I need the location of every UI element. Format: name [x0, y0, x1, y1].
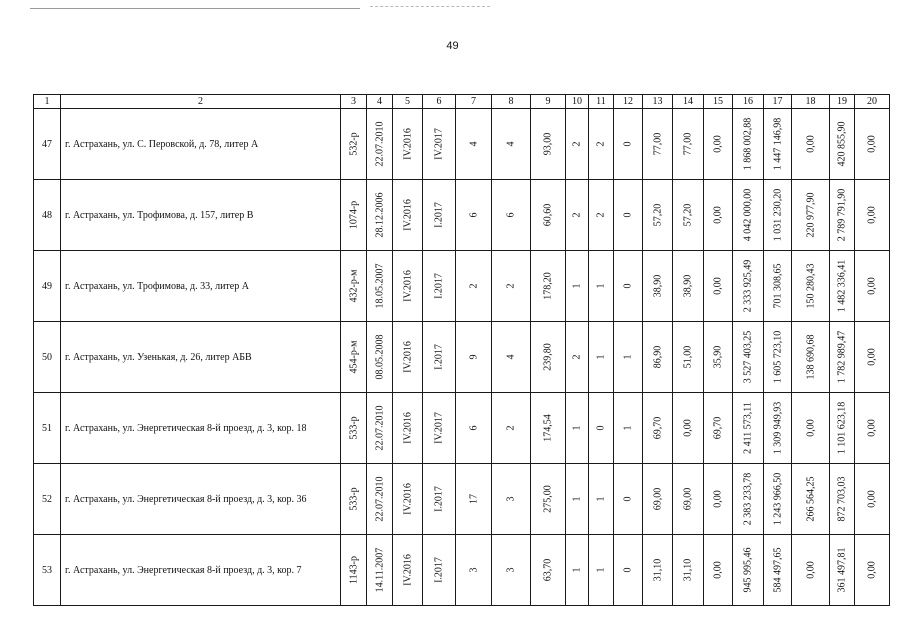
- value-cell: [589, 109, 614, 180]
- value-cell: [764, 109, 792, 180]
- rotated-value-text: 0,00: [866, 135, 878, 153]
- rotated-value-text: 28.12.2006: [374, 192, 385, 238]
- value-cell: [566, 535, 589, 606]
- table-row: [34, 251, 890, 322]
- rotated-value-text: 2 383 233,78: [742, 472, 754, 526]
- value-cell: [531, 322, 566, 393]
- value-cell: [673, 535, 704, 606]
- table-row: [34, 535, 890, 606]
- rotated-value-text: 1: [595, 354, 607, 360]
- value-cell: [855, 251, 890, 322]
- rotated-value-text: 1 031 230,20: [772, 188, 783, 242]
- rotated-value-text: 0,00: [805, 419, 816, 437]
- address-cell: г. Астрахань, ул. Энергетическая 8-й проезд, д. 3, кор. 36: [61, 464, 341, 535]
- value-cell: [830, 322, 855, 393]
- value-cell: [566, 393, 589, 464]
- rotated-value-text: 532-р: [348, 132, 359, 156]
- value-cell: [589, 535, 614, 606]
- rotated-value-text: 0,00: [866, 206, 878, 224]
- rotated-value-text: 3: [505, 567, 517, 573]
- rotated-value-text: 6: [468, 425, 479, 431]
- value-cell: [643, 535, 673, 606]
- value-cell: [673, 251, 704, 322]
- value-cell: [764, 464, 792, 535]
- rotated-value-text: 14.11.2007: [374, 547, 385, 593]
- value-cell: [614, 393, 643, 464]
- value-cell: [566, 109, 589, 180]
- table-row: [34, 180, 890, 251]
- value-cell: [492, 322, 531, 393]
- row-number-cell: 53: [34, 535, 61, 606]
- rotated-value-text: IV.2016: [402, 412, 413, 444]
- value-cell: [704, 251, 733, 322]
- rotated-value-text: 1: [622, 425, 634, 431]
- value-cell: [643, 251, 673, 322]
- rotated-value-text: 0,00: [805, 561, 816, 579]
- value-cell: [589, 251, 614, 322]
- value-cell: [643, 393, 673, 464]
- value-cell: [792, 251, 830, 322]
- value-cell: [830, 251, 855, 322]
- page-number: 49: [446, 40, 459, 52]
- rotated-value-text: 1 101 623,18: [836, 401, 848, 455]
- column-number-cell: 15: [704, 95, 733, 109]
- rotated-value-text: 1 482 336,41: [836, 259, 848, 313]
- rotated-value-text: 1: [571, 496, 583, 502]
- rotated-value-text: 31,10: [652, 558, 663, 582]
- address-cell: г. Астрахань, ул. Трофимова, д. 157, литер В: [61, 180, 341, 251]
- rotated-value-text: 945 995,46: [742, 547, 754, 593]
- rotated-value-text: 1 605 723,10: [772, 330, 783, 384]
- value-cell: [704, 180, 733, 251]
- rotated-value-text: 69,70: [652, 416, 663, 440]
- column-number-cell: 6: [423, 95, 456, 109]
- rotated-value-text: 1: [571, 425, 583, 431]
- rotated-value-text: 533-р: [348, 416, 359, 440]
- rotated-value-text: 2: [571, 212, 583, 218]
- rotated-value-text: 4: [505, 141, 517, 147]
- value-cell: [614, 109, 643, 180]
- value-cell: [423, 109, 456, 180]
- value-cell: [367, 464, 393, 535]
- value-cell: [393, 180, 423, 251]
- row-number-cell: 50: [34, 322, 61, 393]
- value-cell: [456, 180, 492, 251]
- value-cell: [393, 109, 423, 180]
- rotated-value-text: 0: [622, 496, 634, 502]
- rotated-value-text: 1: [595, 496, 607, 502]
- rotated-value-text: 150 280,43: [805, 263, 816, 309]
- rotated-value-text: 0,00: [866, 348, 878, 366]
- rotated-value-text: 0: [622, 567, 634, 573]
- value-cell: [423, 535, 456, 606]
- value-cell: [566, 251, 589, 322]
- value-cell: [589, 322, 614, 393]
- rotated-value-text: 22.07.2010: [374, 405, 385, 451]
- rotated-value-text: 0,00: [712, 490, 724, 508]
- rotated-value-text: 1 868 002,88: [742, 117, 754, 171]
- rotated-value-text: 1: [571, 283, 583, 289]
- rotated-value-text: IV.2016: [402, 554, 413, 586]
- rotated-value-text: IV.2016: [402, 128, 413, 160]
- value-cell: [643, 322, 673, 393]
- rotated-value-text: IV.2016: [402, 199, 413, 231]
- rotated-value-text: 1: [595, 283, 607, 289]
- rotated-value-text: 4: [468, 141, 479, 147]
- rotated-value-text: 31,10: [682, 558, 694, 582]
- rotated-value-text: 0,00: [866, 277, 878, 295]
- rotated-value-text: IV.2017: [433, 412, 445, 444]
- value-cell: [492, 251, 531, 322]
- rotated-value-text: 17: [468, 494, 479, 504]
- column-number-cell: 5: [393, 95, 423, 109]
- rotated-value-text: 1: [571, 567, 583, 573]
- value-cell: [614, 535, 643, 606]
- value-cell: [855, 180, 890, 251]
- rotated-value-text: 08.05.2008: [374, 334, 385, 380]
- rotated-value-text: IV.2016: [402, 341, 413, 373]
- rotated-value-text: I.2017: [433, 557, 445, 583]
- rotated-value-text: 60,60: [542, 203, 554, 227]
- rotated-value-text: 1 243 966,50: [772, 472, 783, 526]
- rotated-value-text: 22.07.2010: [374, 121, 385, 167]
- rotated-value-text: I.2017: [433, 273, 445, 299]
- rotated-value-text: 0,00: [805, 135, 816, 153]
- value-cell: [341, 109, 367, 180]
- value-cell: [830, 535, 855, 606]
- rotated-value-text: 1: [622, 354, 634, 360]
- row-number-cell: 47: [34, 109, 61, 180]
- value-cell: [566, 464, 589, 535]
- rotated-value-text: 86,90: [652, 345, 663, 369]
- table-row: [34, 393, 890, 464]
- value-cell: [589, 393, 614, 464]
- value-cell: [341, 464, 367, 535]
- value-cell: [855, 393, 890, 464]
- rotated-value-text: I.2017: [433, 344, 445, 370]
- value-cell: [614, 322, 643, 393]
- rotated-value-text: 0: [622, 212, 634, 218]
- rotated-value-text: 1 309 949,93: [772, 401, 783, 455]
- rotated-value-text: 35,90: [712, 345, 724, 369]
- value-cell: [830, 109, 855, 180]
- rotated-value-text: 2 411 573,11: [742, 402, 754, 454]
- value-cell: [764, 180, 792, 251]
- rotated-value-text: 1074-р: [348, 200, 359, 230]
- value-cell: [341, 535, 367, 606]
- value-cell: [614, 180, 643, 251]
- rotated-value-text: 2: [571, 354, 583, 360]
- rotated-value-text: 3: [505, 496, 517, 502]
- column-number-cell: 17: [764, 95, 792, 109]
- rotated-value-text: 0,00: [866, 561, 878, 579]
- value-cell: [393, 393, 423, 464]
- rotated-value-text: I.2017: [433, 202, 445, 228]
- rotated-value-text: 57,20: [652, 203, 663, 227]
- column-number-cell: 9: [531, 95, 566, 109]
- value-cell: [456, 322, 492, 393]
- rotated-value-text: 178,20: [542, 272, 554, 300]
- value-cell: [589, 180, 614, 251]
- row-number-cell: 49: [34, 251, 61, 322]
- rotated-value-text: 0,00: [866, 419, 878, 437]
- value-cell: [733, 251, 764, 322]
- rotated-value-text: 77,00: [652, 132, 663, 156]
- rotated-value-text: 275,00: [542, 485, 554, 513]
- value-cell: [704, 109, 733, 180]
- value-cell: [456, 535, 492, 606]
- address-cell: г. Астрахань, ул. Трофимова, д. 33, литер А: [61, 251, 341, 322]
- column-number-cell: 1: [34, 95, 61, 109]
- rotated-value-text: 2 333 925,49: [742, 259, 754, 313]
- column-number-row: [34, 95, 890, 109]
- rotated-value-text: 0: [622, 141, 634, 147]
- value-cell: [673, 464, 704, 535]
- value-cell: [367, 109, 393, 180]
- rotated-value-text: 138 690,68: [805, 334, 816, 380]
- rotated-value-text: 63,70: [542, 558, 554, 582]
- value-cell: [792, 535, 830, 606]
- row-number-cell: 52: [34, 464, 61, 535]
- value-cell: [341, 393, 367, 464]
- rotated-value-text: 22.07.2010: [374, 476, 385, 522]
- rotated-value-text: 0: [622, 283, 634, 289]
- rotated-value-text: 266 564,25: [805, 476, 816, 522]
- rotated-value-text: 69,00: [682, 487, 694, 511]
- value-cell: [792, 322, 830, 393]
- rotated-value-text: 6: [468, 212, 479, 218]
- rotated-value-text: 0,00: [712, 277, 724, 295]
- rotated-value-text: 239,80: [542, 343, 554, 371]
- value-cell: [367, 322, 393, 393]
- value-cell: [704, 322, 733, 393]
- value-cell: [792, 180, 830, 251]
- column-number-cell: 4: [367, 95, 393, 109]
- column-number-cell: 2: [61, 95, 341, 109]
- value-cell: [456, 393, 492, 464]
- value-cell: [643, 180, 673, 251]
- address-cell: г. Астрахань, ул. Энергетическая 8-й проезд, д. 3, кор. 7: [61, 535, 341, 606]
- value-cell: [492, 393, 531, 464]
- rotated-value-text: 1 447 146,98: [772, 117, 783, 171]
- column-number-cell: 8: [492, 95, 531, 109]
- row-number-cell: 48: [34, 180, 61, 251]
- address-cell: г. Астрахань, ул. Энергетическая 8-й проезд, д. 3, кор. 18: [61, 393, 341, 464]
- column-number-cell: 10: [566, 95, 589, 109]
- column-number-cell: 12: [614, 95, 643, 109]
- value-cell: [733, 109, 764, 180]
- value-cell: [643, 109, 673, 180]
- value-cell: [792, 464, 830, 535]
- rotated-value-text: 93,00: [542, 132, 554, 156]
- value-cell: [393, 251, 423, 322]
- value-cell: [733, 535, 764, 606]
- value-cell: [341, 251, 367, 322]
- value-cell: [531, 109, 566, 180]
- rotated-value-text: 0,00: [682, 419, 694, 437]
- value-cell: [566, 322, 589, 393]
- scan-artifact-line: [30, 8, 360, 9]
- rotated-value-text: 432-р-м: [348, 269, 359, 303]
- rotated-value-text: 38,90: [682, 274, 694, 298]
- column-number-cell: 11: [589, 95, 614, 109]
- value-cell: [673, 322, 704, 393]
- value-cell: [423, 464, 456, 535]
- value-cell: [456, 109, 492, 180]
- value-cell: [764, 251, 792, 322]
- rotated-value-text: 2: [595, 212, 607, 218]
- column-number-cell: 16: [733, 95, 764, 109]
- value-cell: [673, 393, 704, 464]
- rotated-value-text: 77,00: [682, 132, 694, 156]
- value-cell: [341, 322, 367, 393]
- rotated-value-text: 0,00: [712, 135, 724, 153]
- rotated-value-text: 6: [505, 212, 517, 218]
- value-cell: [531, 180, 566, 251]
- table-row: [34, 464, 890, 535]
- rotated-value-text: 0,00: [712, 206, 724, 224]
- value-cell: [733, 180, 764, 251]
- address-cell: г. Астрахань, ул. С. Перовской, д. 78, литер А: [61, 109, 341, 180]
- column-number-cell: 13: [643, 95, 673, 109]
- rotated-value-text: 3: [468, 567, 479, 573]
- value-cell: [764, 393, 792, 464]
- value-cell: [492, 535, 531, 606]
- value-cell: [393, 535, 423, 606]
- value-cell: [531, 393, 566, 464]
- rotated-value-text: 533-р: [348, 487, 359, 511]
- value-cell: [393, 464, 423, 535]
- rotated-value-text: IV.2017: [433, 128, 445, 160]
- value-cell: [492, 464, 531, 535]
- value-cell: [456, 251, 492, 322]
- rotated-value-text: 2: [595, 141, 607, 147]
- value-cell: [733, 464, 764, 535]
- value-cell: [792, 393, 830, 464]
- housing-register-table: [33, 94, 890, 606]
- value-cell: [830, 393, 855, 464]
- rotated-value-text: 38,90: [652, 274, 663, 298]
- table-row: [34, 322, 890, 393]
- rotated-value-text: 4 042 000,00: [742, 188, 754, 242]
- value-cell: [704, 464, 733, 535]
- value-cell: [492, 109, 531, 180]
- rotated-value-text: 174,54: [542, 414, 554, 442]
- value-cell: [643, 464, 673, 535]
- rotated-value-text: 9: [468, 354, 479, 360]
- rotated-value-text: 69,70: [712, 416, 724, 440]
- rotated-value-text: 584 497,65: [772, 547, 783, 593]
- rotated-value-text: 361 497,81: [836, 547, 848, 593]
- rotated-value-text: 0: [595, 425, 607, 431]
- column-number-cell: 19: [830, 95, 855, 109]
- value-cell: [855, 535, 890, 606]
- rotated-value-text: 18.05.2007: [374, 263, 385, 309]
- rotated-value-text: 0,00: [866, 490, 878, 508]
- rotated-value-text: 51,00: [682, 345, 694, 369]
- rotated-value-text: IV.2016: [402, 270, 413, 302]
- rotated-value-text: 4: [505, 354, 517, 360]
- rotated-value-text: IV.2016: [402, 483, 413, 515]
- value-cell: [492, 180, 531, 251]
- rotated-value-text: 701 308,65: [772, 263, 783, 309]
- value-cell: [367, 180, 393, 251]
- value-cell: [704, 535, 733, 606]
- value-cell: [423, 393, 456, 464]
- rotated-value-text: 3 527 403,25: [742, 330, 754, 384]
- rotated-value-text: 69,00: [652, 487, 663, 511]
- value-cell: [423, 180, 456, 251]
- value-cell: [367, 393, 393, 464]
- value-cell: [855, 464, 890, 535]
- value-cell: [830, 180, 855, 251]
- rotated-value-text: 2 789 791,90: [836, 188, 848, 242]
- value-cell: [614, 251, 643, 322]
- rotated-value-text: 872 703,03: [836, 476, 848, 522]
- value-cell: [614, 464, 643, 535]
- address-cell: г. Астрахань, ул. Узенькая, д. 26, литер АБВ: [61, 322, 341, 393]
- column-number-cell: 20: [855, 95, 890, 109]
- rotated-value-text: 420 855,90: [836, 121, 848, 167]
- rotated-value-text: 2: [505, 425, 517, 431]
- value-cell: [531, 464, 566, 535]
- rotated-value-text: I.2017: [433, 486, 445, 512]
- value-cell: [531, 535, 566, 606]
- value-cell: [764, 322, 792, 393]
- rotated-value-text: 1 782 989,47: [836, 330, 848, 384]
- rotated-value-text: 0,00: [712, 561, 724, 579]
- value-cell: [704, 393, 733, 464]
- value-cell: [589, 464, 614, 535]
- value-cell: [855, 322, 890, 393]
- value-cell: [367, 535, 393, 606]
- value-cell: [855, 109, 890, 180]
- value-cell: [792, 109, 830, 180]
- rotated-value-text: 1: [595, 567, 607, 573]
- value-cell: [566, 180, 589, 251]
- value-cell: [830, 464, 855, 535]
- value-cell: [423, 251, 456, 322]
- value-cell: [456, 464, 492, 535]
- value-cell: [367, 251, 393, 322]
- value-cell: [673, 180, 704, 251]
- rotated-value-text: 2: [505, 283, 517, 289]
- column-number-cell: 14: [673, 95, 704, 109]
- scan-artifact-dash: [370, 6, 490, 7]
- value-cell: [341, 180, 367, 251]
- rotated-value-text: 2: [468, 283, 479, 289]
- rotated-value-text: 1143-р: [348, 556, 359, 584]
- rotated-value-text: 2: [571, 141, 583, 147]
- column-number-cell: 7: [456, 95, 492, 109]
- table-row: [34, 109, 890, 180]
- value-cell: [531, 251, 566, 322]
- value-cell: [733, 393, 764, 464]
- value-cell: [764, 535, 792, 606]
- value-cell: [393, 322, 423, 393]
- rotated-value-text: 57,20: [682, 203, 694, 227]
- value-cell: [423, 322, 456, 393]
- rotated-value-text: 220 977,90: [805, 192, 816, 238]
- column-number-cell: 3: [341, 95, 367, 109]
- value-cell: [733, 322, 764, 393]
- rotated-value-text: 454-р-м: [348, 340, 359, 374]
- row-number-cell: 51: [34, 393, 61, 464]
- column-number-cell: 18: [792, 95, 830, 109]
- value-cell: [673, 109, 704, 180]
